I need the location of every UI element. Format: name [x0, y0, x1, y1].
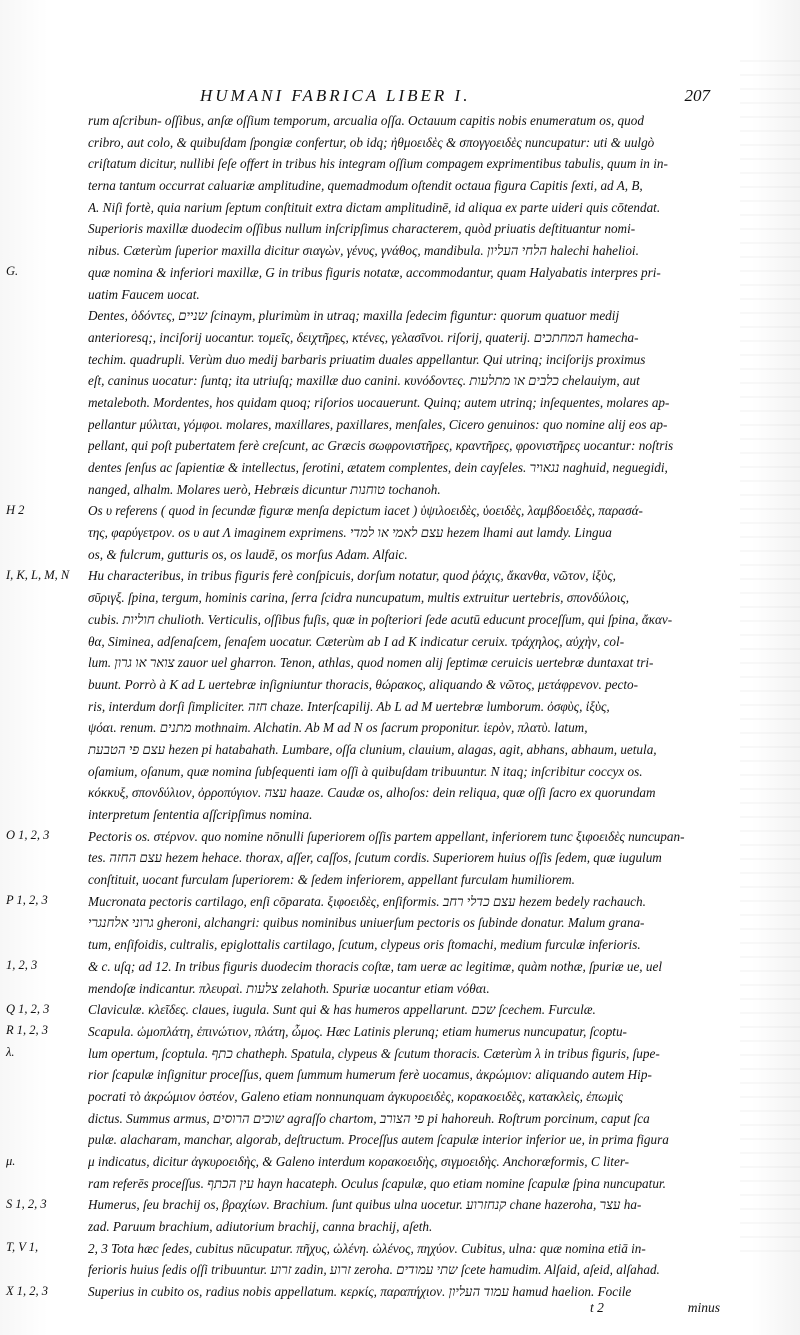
text-line: σῦριγξ. ſpina, tergum, hominis carina, ſerra ſcidra nuncupatum, multis extruitur uertebris, σπονδύλοις, — [88, 590, 630, 606]
text-line: ris, interdum dorſi ſimpliciter. חזה chaze. Interſcapilij. Ab L ad M uertebræ lumborum. ὀσφὺς, ἰξὺς, — [88, 698, 610, 714]
text-line: techim. quadrupli. Verùm duo medij barbaris priuatim duales appellantur. Qui utrinq; inciſorijs proximus — [88, 351, 646, 367]
text-line: rior ſcapulæ inſignitur proceſſus, quem ſummum humerum ferè uocamus, ἀκρώμιον: aliquando autem Hip- — [88, 1067, 652, 1083]
text-line: buunt. Porrò à K ad L uertebræ inſigniuntur thoracis, θώρακος, aliquando & νῶτος, μετάφρενον. pecto- — [88, 676, 639, 692]
margin-note: P 1, 2, 3 — [6, 893, 48, 908]
text-line: Dentes, ὀδόντες, שניים ſcinaym, plurimùm in utraq; maxilla ſedecim figuntur: quorum quatuor medij — [88, 308, 620, 324]
margin-note: R 1, 2, 3 — [6, 1023, 49, 1038]
margin-note: X 1, 2, 3 — [6, 1283, 49, 1298]
catchword: minus — [687, 1300, 720, 1315]
margin-note: H 2 — [6, 502, 25, 517]
text-line: Pectoris os. στέρνον. quo nomine nōnulli ſuperiorem oſſis partem appellant, inferiorem tunc ξιφοειδὲς nuncupan- — [88, 828, 685, 844]
text-line: eſt, caninus uocatur: ſuntq; ita utriuſq; maxillæ duo canini. κυνόδοντες. כלבים או מתלעות chelauiym, aut — [88, 373, 640, 389]
text-line: metaleboth. Mordentes, hos quidam quoq; riſorios uocauerunt. Quinq; autem utrinq; inſequentes, molares ap- — [88, 394, 670, 410]
text-line: tes. עצם החזה hezem hehace. thorax, aſſer, caſſos, ſcutum cordis. Superiorem huius oſſis ſedem, quæ iugulum — [88, 850, 662, 866]
text-line: conſtituit, uocant furculam ſuperiorem: & ſedem inferiorem, appellant furculam humiliorem. — [88, 872, 575, 888]
text-line: criſtatum dicitur, nullibi ſeſe offert in tribus his integram oſſium compagem exprimentibus tabulis, quum in in- — [88, 156, 668, 172]
text-line: lum opertum, ſcoptula. כתף chatheph. Spatula, clypeus & ſcutum thoracis. Cæterùm λ in tribus figuris, ſupe- — [88, 1045, 660, 1061]
text-line: κόκκυξ, σπονδύλιον, ὀρροπύγιον. עצה haaze. Caudæ os, alhoſos: dein reliqua, quæ oſſi ſacro ex quorundam — [88, 785, 656, 801]
signature-mark: t 2 — [590, 1300, 604, 1315]
text-line: quæ nomina & inferiori maxillæ, G in tribus figuris notatæ, accommodantur, quam Halyabatis interpres pri- — [88, 264, 661, 280]
text-line: terna tantum occurrat caluariæ amplitudine, quemadmodum oſtendit octaua figura Capitis ſexti, ad A, B, — [88, 178, 643, 194]
page-number: 207 — [684, 86, 710, 105]
margin-note: S 1, 2, 3 — [6, 1197, 47, 1211]
text-line: pocrati τὸ ἀκρώμιον ὀστέον, Galeno etiam nonnunquam ἀγκυροειδὲς, κορακοειδὲς, κατακλεὶς, ἐπωμὶς — [88, 1088, 624, 1104]
page-footer — [590, 1300, 720, 1320]
text-line: mendoſæ indicantur. πλευραὶ. צלעות zelahoth. Spuriæ uocantur etiam νόθαι. — [88, 980, 490, 996]
running-header — [200, 86, 710, 106]
margin-note: O 1, 2, 3 — [6, 828, 50, 843]
margin-note: I, K, L, M, N — [6, 567, 70, 582]
text-line: ψόαι. renum. מתנים mothnaim. Alchatin. Ab M ad N os ſacrum proponitur. ἱερὸν, πλατὺ. latum, — [88, 720, 588, 736]
margin-note: G. — [6, 263, 19, 278]
text-line: dictus. Summus armus, שוכים הרוסים agraſſo chartom, פי הצורב pi hahoreuh. Roſtrum porcinum, caput ſca — [88, 1110, 650, 1126]
text-line: dentes ſenſus ac ſapientiæ & intellectus, ſerotini, ætatem complentes, dein cayſeles. נגאויר naghuid, neguegidi, — [88, 460, 668, 475]
text-line: cribro, aut colo, & quibuſdam ſpongiæ confertur, ob idq; ἠθμοειδὲς & σπογγοειδὲς nuncupatur: uti & uulgò — [88, 134, 655, 150]
text-lines — [88, 110, 710, 1303]
text-line: Superius in cubito os, radius nobis appellatum. κερκίς, παραπήχιον. עמוד העליון hamud haelion. Focile — [88, 1284, 632, 1300]
margin-note: Q 1, 2, 3 — [6, 1001, 50, 1016]
running-title: HUMANI FABRICA LIBER I. — [200, 86, 471, 105]
text-line: tum, enſifoidis, cultralis, epiglottalis cartilago, ſcutum, clypeus oris ſtomachi, medium furculæ inferioris. — [88, 937, 641, 953]
text-line: os, & fulcrum, gutturis os, os laudē, os morſus Adam. Alfaic. — [88, 546, 408, 562]
margin-note: λ. — [6, 1045, 15, 1060]
text-line: lum. צואר או גרון zauor uel gharron. Tenon, athlas, quod nomen alij ſeptimæ ceruicis uertebræ duntaxat tri- — [88, 655, 654, 671]
text-line: ferioris huius ſedis oſſi tribuuntur. זרוע zadin, זרוע zeroha. שתי עמודים ſcete hamudim. Alſaid, aſeid, alſahad. — [88, 1262, 660, 1278]
margin-note: 1, 2, 3 — [6, 958, 38, 973]
text-line: pellant, qui poſt pubertatem ferè creſcunt, ac Græcis σωφρονιστῆρες, κραντῆρες, φρονιστῆρες uocantur: noſtris — [88, 438, 674, 454]
text-line: Scapula. ὠμοπλάτη, ἐπινώτιον, πλάτη, ὦμος. Hæc Latinis plerunq; etiam humerus nuncupatur, ſcoptu- — [88, 1023, 627, 1039]
text-line: interpretum ſententia aſſcripſimus nomina. — [88, 807, 313, 822]
text-line: nanged, alhalm. Molares uerò, Hebræis dicuntur טוחנות tochanoh. — [88, 481, 441, 497]
text-line: rum aſcribun- oſſibus, anſæ oſſium temporum, arcualia oſſa. Octauum capitis nobis enumeratum os, quod — [88, 113, 644, 128]
text-line: Humerus, ſeu brachij os, βραχίων. Brachium. ſunt quibus ulna uocetur. קנחזרוע chane hazeroha, עצר ha- — [88, 1197, 642, 1213]
text-line: 2, 3 Tota hæc ſedes, cubitus nūcupatur. πῆχυς, ὠλένη. ὠλένος, πηχύον. Cubitus, ulna: quæ nomina etiā in- — [88, 1240, 646, 1256]
text-line: Os υ referens ( quod in ſecundæ figuræ menſa depictum iacet ) ὑψιλοειδὲς, ὑοειδὲς, λαμβδοειδὲς, παρασά- — [88, 503, 643, 519]
margin-notes — [0, 0, 86, 1335]
text-line: & c. uſq; ad 12. In tribus figuris duodecim thoracis coſtæ, tam ueræ ac legitimæ, quàm nothæ, ſpuriæ ue, uel — [88, 958, 662, 974]
text-line: A. Niſi fortè, quia narium ſeptum conſtituit extra dictam amplitudinē, id aliqua ex parte uideri quis cōtendat. — [88, 199, 661, 215]
text-line: Claviculæ. κλεῖδες. claues, iugula. Sunt qui & has humeros appellarunt. שכם ſcechem. Furculæ. — [88, 1002, 596, 1018]
text-line: uatim Faucem uocat. — [88, 286, 200, 302]
body-text — [88, 110, 710, 1303]
text-line: pulæ. alacharam, manchar, algorab, deſtructum. Proceſſus autem ſcapulæ interior inferior ue, in prima figura — [88, 1132, 669, 1148]
text-line: גרוני אלחנגרי gheroni, alchangri: quibus nominibus uniuerſum pectoris os ſubinde donatur. Malum grana- — [88, 915, 645, 931]
text-line: Mucronata pectoris cartilago, enſi cōparata. ξιφοειδὲς, enſiformis. עצם כדלי רחב hezem bedely rachauch. — [88, 893, 646, 909]
text-line: anterioresq;, inciſorij uocantur. τομεῖς, δειχτῆρες, κτένες, γελασῖνοι. riſorij, quaterij. המחתכים hamecha- — [88, 329, 639, 345]
text-line: Hu characteribus, in tribus figuris ferè conſpicuis, dorſum notatur, quod ῥάχις, ἄκανθα, νῶτον, ἰξὺς, — [88, 568, 616, 584]
text-line: עצם פי הטבעת hezen pi hatabahath. Lumbare, oſſa clunium, clauium, alagas, agit, abhans, abhaum, uetula, — [88, 741, 657, 757]
text-line: zad. Paruum brachium, adiutorium brachij, canna brachij, aſeth. — [88, 1219, 433, 1235]
text-line: Superioris maxillæ duodecim oſſibus nullum inſcripſimus characterem, quòd priuatis deſtituantur nomi- — [88, 221, 636, 237]
text-line: nibus. Cæterùm ſuperior maxilla dicitur σιαγὼν, γένυς, γνάθος, mandibula. הלחי העליון halechi hahelioi. — [88, 243, 639, 259]
text-line: cubis. חוליות chulioth. Verticulis, oſſibus fuſis, quæ in poſteriori ſede acutū educunt proceſſum, qui ſpina, ἄκαν- — [88, 611, 673, 627]
show-through-texture — [740, 60, 800, 1260]
text-line: ram referēs proceſſus. עין הכתף hayn hacateph. Oculus ſcapulæ, quo etiam nomine ſcapulæ ſpina nuncupatur. — [88, 1175, 666, 1191]
text-line: της, φαρύγετρον. os υ aut Λ imaginem exprimens. עצם לאמי או למדי hezem lhami aut lamdy. Lingua — [88, 525, 612, 541]
text-line: pellantur μύλιται, γόμφοι. molares, maxillares, paxillares, menſales, Cicero genuinos: quo nomine alij eos ap- — [88, 416, 668, 432]
text-line: μ indicatus, dicitur ἀγκυροειδὴς, & Galeno interdum κορακοειδὴς, σιγμοειδὴς. Anchoræformis, C liter- — [88, 1154, 630, 1169]
text-line: θα, Siminea, adſenaſcem, ſenaſem uocatur. Cæterùm ab I ad K indicatur ceruix. τράχηλος, αὐχὴν, col- — [88, 633, 625, 649]
margin-note: μ. — [6, 1153, 16, 1168]
text-line: oſamium, oſanum, quæ nomina ſubſequenti iam oſſi à quibuſdam tribuuntur. N itaq; inſcribitur coccyx os. — [88, 763, 643, 779]
margin-note: T, V 1, — [6, 1240, 39, 1255]
